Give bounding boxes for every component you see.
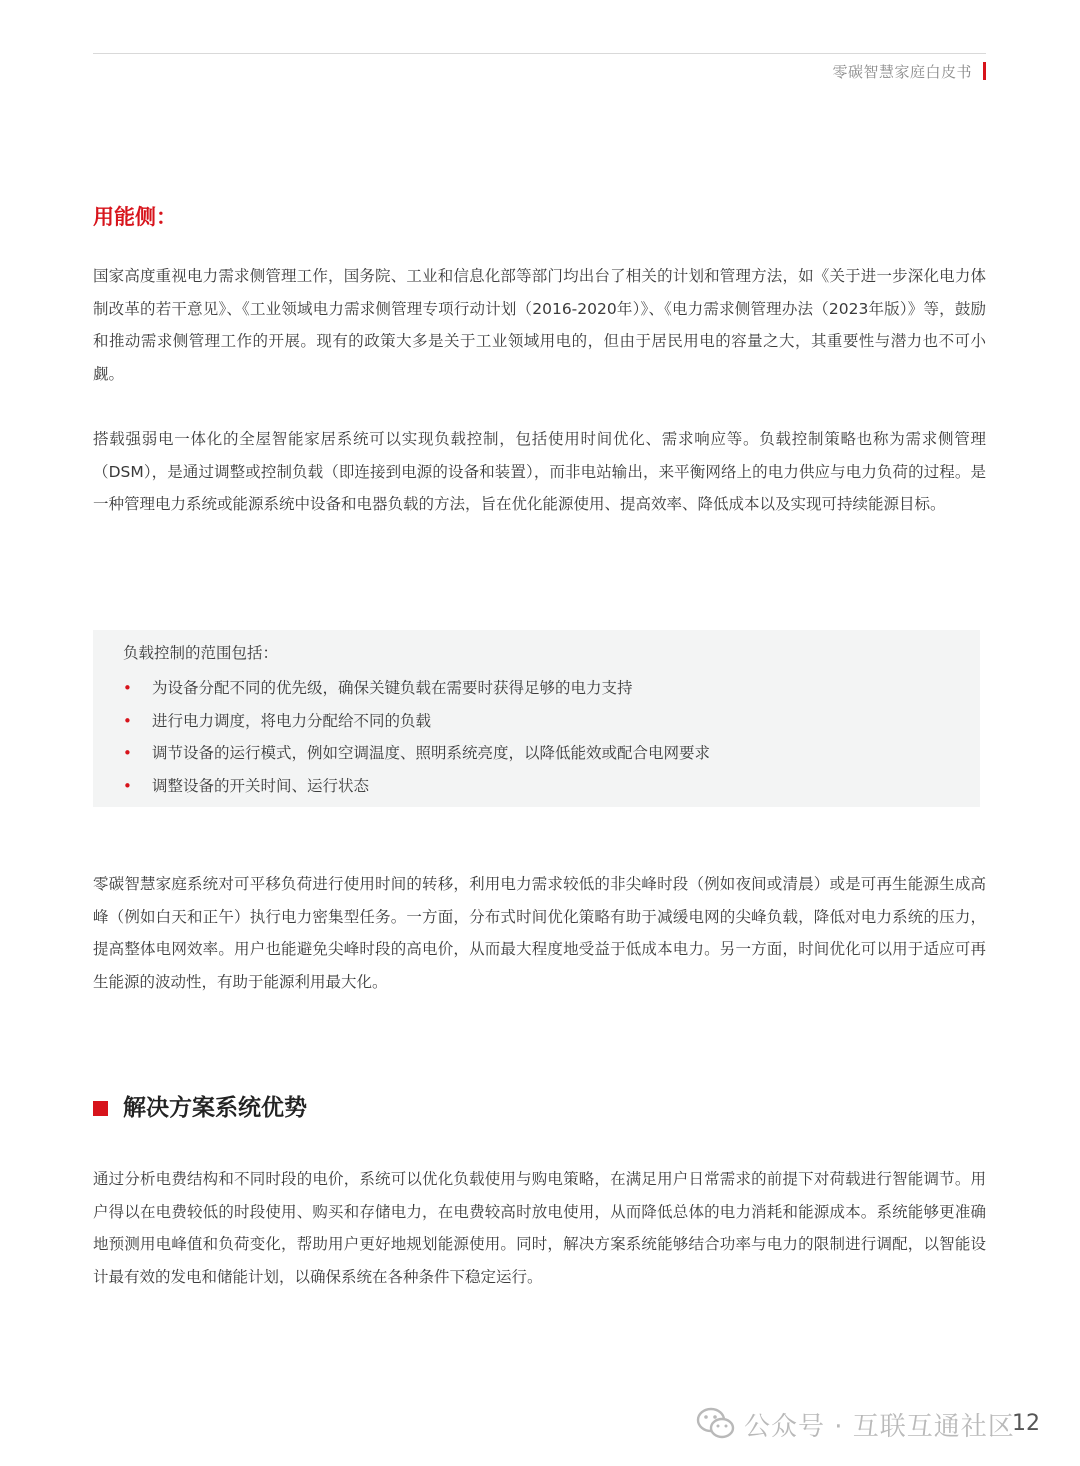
callout-title: 负载控制的范围包括： xyxy=(123,644,279,662)
subsection-title: 解决方案系统优势 xyxy=(123,1095,307,1121)
section-heading: 用能侧： xyxy=(93,205,177,229)
paragraph-policy: 国家高度重视电力需求侧管理工作，国务院、工业和信息化部等部门均出台了相关的计划和管理方法，如《关于进一步深化电力体制改革的若干意见》、《工业领域电力需求侧管理专项行动计划（2016-2020年）》、《电力需求侧管理办法（2023年版）》等，鼓励和推动需求侧管理工作的开展。现有的政策大多是关于工业领域用电的，但由于居民用电的容量之大，其重要性与潜力也不可小觑。 xyxy=(93,267,986,384)
bullet-icon: • xyxy=(123,744,132,763)
bullet-icon: • xyxy=(123,711,132,730)
list-item xyxy=(123,770,710,803)
bullet-icon: • xyxy=(123,679,132,697)
callout-list xyxy=(123,672,710,803)
header-accent-bar xyxy=(983,62,986,80)
document-title: 零碳智慧家庭白皮书 xyxy=(832,63,972,81)
paragraph-time-shift: 零碳智慧家庭系统对可平移负荷进行使用时间的转移，利用电力需求较低的非尖峰时段（例如夜间或清晨）或是可再生能源生成高峰（例如白天和正午）执行电力密集型任务。一方面，分布式时间优化策略有助于减缓电网的尖峰负载，降低对电力系统的压力，提高整体电网效率。用户也能避免尖峰时段的高电价，从而最大程度地受益于低成本电力。另一方面，时间优化可以用于适应可再生能源的波动性，有助于能源利用最大化。 xyxy=(93,875,986,992)
header-rule xyxy=(93,53,986,54)
watermark-text: 公众号 · 互联互通社区 xyxy=(744,1411,1015,1442)
list-item xyxy=(123,737,710,770)
wechat-icon xyxy=(696,1406,736,1442)
list-item-text: 进行电力调度，将电力分配给不同的负载 xyxy=(152,711,432,730)
list-item-text: 为设备分配不同的优先级，确保关键负载在需要时获得足够的电力支持 xyxy=(152,679,633,697)
list-item-text: 调节设备的运行模式，例如空调温度、照明系统亮度，以降低能效或配合电网要求 xyxy=(152,744,711,763)
load-control-callout xyxy=(93,630,980,807)
square-marker-icon xyxy=(93,1101,108,1116)
bullet-icon: • xyxy=(123,777,132,796)
wechat-watermark xyxy=(696,1402,1015,1446)
list-item-text: 调整设备的开关时间、运行状态 xyxy=(152,777,370,796)
list-item xyxy=(123,705,710,738)
paragraph-load-control: 搭载强弱电一体化的全屋智能家居系统可以实现负载控制，包括使用时间优化、需求响应等。负载控制策略也称为需求侧管理（DSM），是通过调整或控制负载（即连接到电源的设备和装置），而非电站输出，来平衡网络上的电力供应与电力负荷的过程。是一种管理电力系统或能源系统中设备和电器负载的方法，旨在优化能源使用、提高效率、降低成本以及实现可持续能源目标。 xyxy=(93,430,986,514)
list-item xyxy=(123,672,710,705)
paragraph-solution-advantage: 通过分析电费结构和不同时段的电价，系统可以优化负载使用与购电策略，在满足用户日常需求的前提下对荷载进行智能调节。用户得以在电费较低的时段使用、购买和存储电力，在电费较高时放电使用，从而降低总体的电力消耗和能源成本。系统能够更准确地预测用电峰值和负荷变化，帮助用户更好地规划能源使用。同时，解决方案系统能够结合功率与电力的限制进行调配，以智能设计最有效的发电和储能计划，以确保系统在各种条件下稳定运行。 xyxy=(93,1170,986,1287)
page-number: 12 xyxy=(1012,1411,1040,1436)
